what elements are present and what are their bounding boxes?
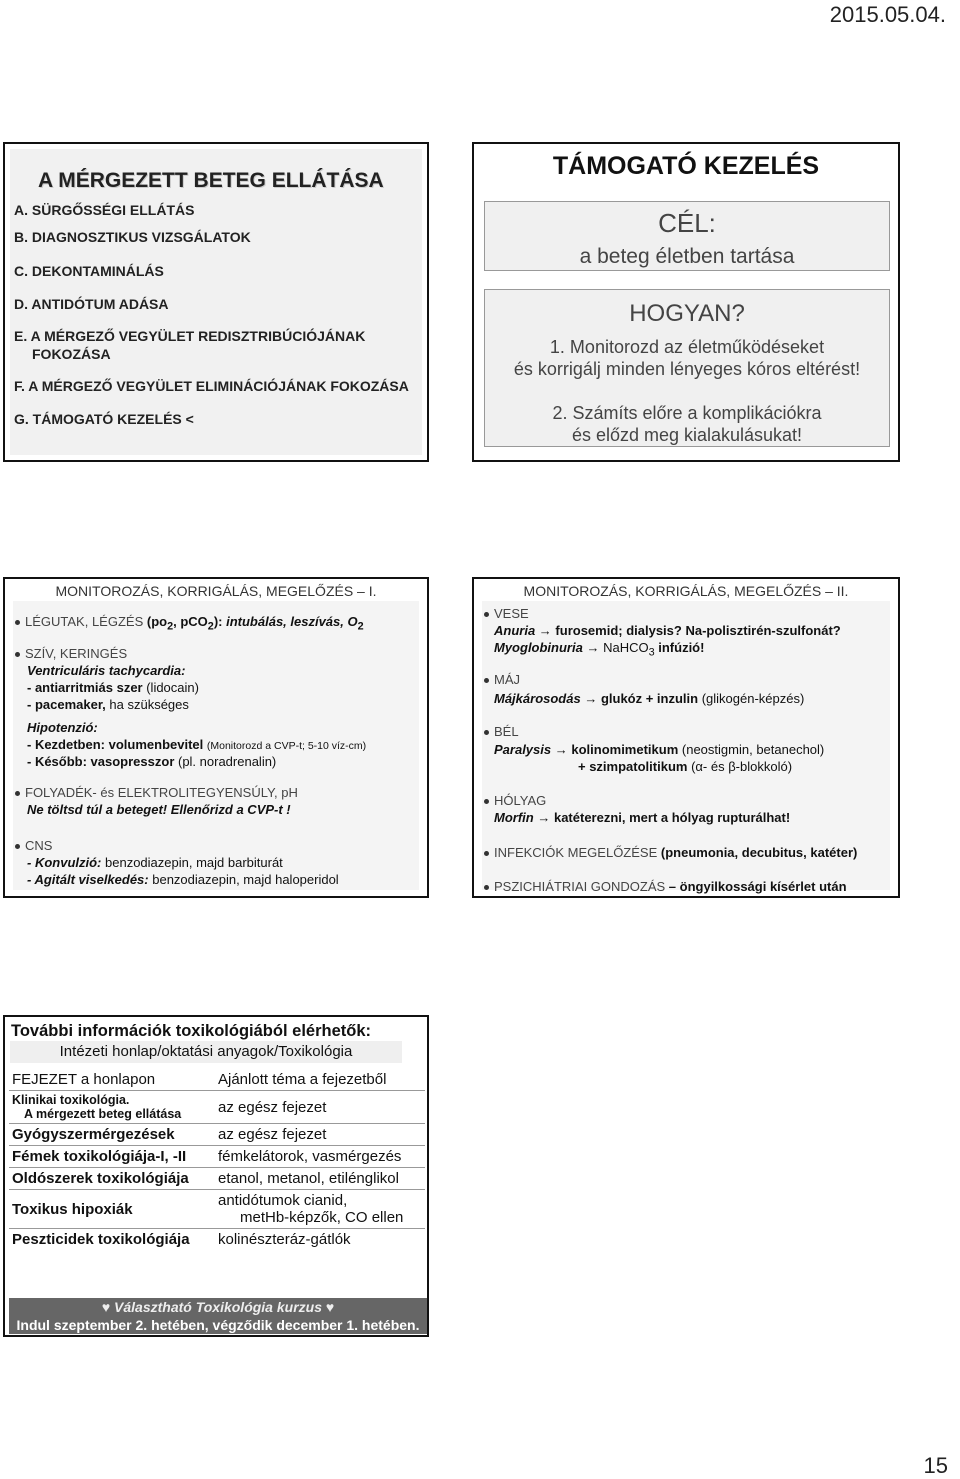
slide-5-subheading: Intézeti honlap/oktatási anyagok/Toxikológia	[10, 1041, 402, 1063]
date: 2015.05.04.	[829, 2, 946, 27]
text-line: + szimpatolitikum (α- és β-blokkoló)	[578, 759, 793, 774]
slide-4-heading: MONITOROZÁS, KORRIGÁLÁS, MEGELŐZÉS – II.	[523, 583, 849, 599]
text-line: - Agitált viselkedés: benzodiazepin, majd haloperidol	[27, 872, 339, 887]
bullet-icon	[484, 885, 489, 890]
goal-box	[484, 201, 890, 271]
fluid-line: FOLYADÉK- és ELEKTROLITEGYENSÚLY, pH	[15, 784, 298, 801]
goal-label: CÉL:	[658, 208, 716, 238]
arrow-icon: →	[537, 810, 551, 825]
column-header: Ajánlott téma a fejezetből	[215, 1069, 425, 1091]
bullet-icon	[15, 844, 20, 849]
arrow-icon: →	[554, 742, 568, 757]
table-cell: Peszticidek toxikológiája	[12, 1231, 190, 1248]
slide-3-heading: MONITOROZÁS, KORRIGÁLÁS, MEGELŐZÉS – I.	[55, 583, 377, 599]
goal-text: a beteg életben tartása	[579, 245, 795, 268]
table-cell: az egész fejezet	[215, 1091, 425, 1124]
list-item: E. A MÉRGEZŐ VEGYÜLET REDISZTRIBÚCIÓJÁNAK	[14, 328, 366, 344]
text-line: Ne töltsd túl a beteget! Ellenőrizd a CVP-t !	[27, 802, 291, 817]
bullet-icon	[484, 730, 489, 735]
slide-4-panel	[482, 601, 890, 894]
how-line: és korrigálj minden lényeges kóros eltérést!	[513, 359, 861, 379]
slide-2-title: TÁMOGATÓ KEZELÉS	[552, 152, 820, 180]
text-line: - pacemaker, ha szükséges	[27, 697, 189, 712]
text-line: Paralysis → kolinomimetikum (neostigmin, betanechol)	[494, 742, 825, 757]
table-cell: kolinészteráz-gátlók	[218, 1231, 351, 1248]
how-box	[484, 289, 890, 447]
slide-5	[3, 1015, 429, 1337]
arrow-icon: →	[584, 691, 598, 706]
cns-line: CNS	[15, 837, 52, 854]
list-item: F. A MÉRGEZŐ VEGYÜLET ELIMINÁCIÓJÁNAK FOKOZÁSA	[14, 378, 409, 394]
airway-line: LÉGUTAK, LÉGZÉS ($po_2$, pCO$_2$): intubálás, leszívás, $O_2$	[15, 613, 364, 636]
text-line: Morfin → katéterezni, mert a hólyag rupturálhat!	[494, 810, 791, 825]
table-row	[9, 1091, 425, 1124]
list-item: C. DEKONTAMINÁLÁS	[14, 263, 164, 279]
text-line: - Később: vasopresszor (pl. noradrenalin)	[27, 754, 277, 769]
bullet-icon	[15, 652, 20, 657]
page-number: 15	[923, 1453, 948, 1478]
bowel-line: BÉL	[484, 723, 519, 740]
table-cell: Oldószerek toxikológiája	[9, 1168, 215, 1190]
course-dates: Indul szeptember 2. hetében, végződik december 1. hetében.	[16, 1317, 420, 1333]
course-banner	[9, 1298, 427, 1334]
slide-5-heading: További információk toxikológiából elérhetők:	[11, 1022, 371, 1040]
table-cell: Gyógyszermérgezések	[9, 1124, 215, 1146]
table-cell: fémkelátorok, vasmérgezés	[215, 1146, 425, 1168]
psychiatry-line: PSZICHIÁTRIAI GONDOZÁS – öngyilkossági kísérlet után	[484, 878, 847, 895]
bullet-icon	[484, 799, 489, 804]
table-row	[9, 1190, 425, 1229]
how-line: 2. Számíts előre a komplikációkra	[552, 403, 822, 423]
table-row	[9, 1229, 425, 1251]
text-line: Ventriculáris tachycardia:	[27, 663, 186, 678]
course-title: ♥ Választható Toxikológia kurzus ♥	[101, 1299, 335, 1315]
text-line: Májkárosodás → glukóz + inzulin (glikogén-képzés)	[494, 691, 805, 706]
table-cell: Fémek toxikológiája-I, -II	[9, 1146, 215, 1168]
text-line: Hipotenzió:	[27, 720, 98, 735]
heart-line: SZÍV, KERINGÉS	[15, 645, 127, 662]
infection-line: INFEKCIÓK MEGELŐZÉSE (pneumonia, decubitus, katéter)	[484, 844, 857, 861]
text-line: Anuria → furosemid; dialysis? Na-polisztirén-szulfonát?	[494, 623, 841, 638]
bullet-icon	[15, 620, 20, 625]
column-header: FEJEZET a honlapon	[9, 1069, 215, 1091]
how-label: HOGYAN?	[629, 300, 745, 327]
text-line: - Konvulzió: benzodiazepin, majd barbiturát	[27, 855, 283, 870]
liver-line: MÁJ	[484, 671, 520, 688]
table-row	[9, 1124, 425, 1146]
bullet-icon	[484, 612, 489, 617]
slide-3-panel	[13, 601, 419, 890]
slide-2	[472, 142, 900, 462]
arrow-icon: →	[586, 640, 600, 655]
bullet-icon	[484, 851, 489, 856]
table-row	[9, 1168, 425, 1190]
arrow-icon: →	[538, 623, 552, 638]
text-line: - Kezdetben: volumenbevitel (Monitorozd a CVP-t; 5-10 víz-cm)	[27, 737, 367, 752]
how-line: és előzd meg kialakulásukat!	[571, 425, 803, 445]
table-cell: Klinikai toxikológia. A mérgezett beteg ellátása	[9, 1091, 215, 1124]
bullet-icon	[484, 678, 489, 683]
chapter-table	[9, 1069, 425, 1250]
bladder-line: HÓLYAG	[484, 792, 546, 809]
table-row	[9, 1146, 425, 1168]
table-cell: etanol, metanol, etilénglikol	[215, 1168, 425, 1190]
list-item: D. ANTIDÓTUM ADÁSA	[14, 296, 169, 312]
text-line: - antiarritmiás szer (lidocain)	[27, 680, 199, 695]
list-item: B. DIAGNOSZTIKUS VIZSGÁLATOK	[14, 229, 251, 245]
slide-1-panel	[10, 149, 422, 455]
table-cell: Toxikus hipoxiák	[9, 1190, 215, 1229]
slide-1-title: A MÉRGEZETT BETEG ELLÁTÁSA	[38, 169, 384, 192]
table-cell: az egész fejezet	[215, 1124, 425, 1146]
list-item: A. SÜRGŐSSÉGI ELLÁTÁS	[14, 202, 195, 218]
kidney-line: VESE	[484, 605, 529, 622]
slide-1	[3, 142, 429, 462]
list-item: G. TÁMOGATÓ KEZELÉS <	[14, 411, 194, 427]
bullet-icon	[15, 791, 20, 796]
text-line: Myoglobinuria → NaHCO$_3$ infúzió!	[494, 640, 705, 659]
slide-3	[3, 577, 429, 898]
list-item: FOKOZÁSA	[32, 346, 111, 362]
table-cell: antidótumok cianid, metHb-képzők, CO ellen	[215, 1190, 425, 1229]
slide-4	[472, 577, 900, 898]
how-line: 1. Monitorozd az életműködéseket	[549, 337, 825, 357]
table-header	[9, 1069, 425, 1091]
